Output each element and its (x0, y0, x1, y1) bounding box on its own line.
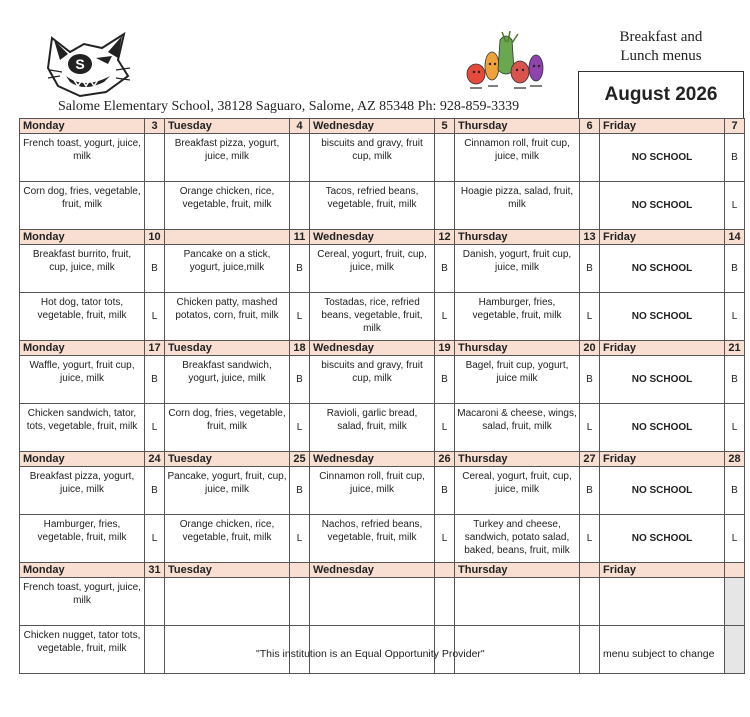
lunch-code: L (580, 293, 600, 341)
lunch-code: L (435, 404, 455, 452)
day-number: 5 (435, 119, 455, 134)
day-name: Tuesday (165, 563, 290, 578)
day-number (725, 563, 745, 578)
lunch-menu-item: Orange chicken, rice, vegetable, fruit, milk (165, 182, 290, 230)
no-school-label: NO SCHOOL (600, 182, 725, 230)
month-title: August 2026 (578, 71, 744, 121)
breakfast-menu-item: biscuits and gravy, fruit cup, milk (310, 134, 435, 182)
week-header-row (20, 563, 745, 578)
breakfast-row (20, 578, 745, 626)
day-name: Thursday (455, 452, 580, 467)
day-name: Monday (20, 230, 145, 245)
breakfast-code (725, 578, 745, 626)
lunch-menu-item: Hamburger, fries, vegetable, fruit, milk (455, 293, 580, 341)
lunch-code: L (145, 293, 165, 341)
day-name: Thursday (455, 230, 580, 245)
breakfast-menu-item: Cinnamon roll, fruit cup, juice, milk (455, 134, 580, 182)
school-address-line: Salome Elementary School, 38128 Saguaro, Salome, AZ 85348 Ph: 928-859-3339 (58, 99, 520, 114)
breakfast-menu-item (310, 578, 435, 626)
day-number: 27 (580, 452, 600, 467)
lunch-menu-item: Hoagie pizza, salad, fruit, milk (455, 182, 580, 230)
day-number (580, 563, 600, 578)
week-header-row (20, 230, 745, 245)
breakfast-row (20, 134, 745, 182)
lunch-code (580, 182, 600, 230)
day-number: 3 (145, 119, 165, 134)
lunch-code: L (145, 515, 165, 563)
day-name: Wednesday (310, 119, 435, 134)
day-number: 13 (580, 230, 600, 245)
breakfast-code (145, 134, 165, 182)
no-school-label: NO SCHOOL (600, 134, 725, 182)
lunch-code (290, 182, 310, 230)
lunch-code (145, 182, 165, 230)
day-number (290, 563, 310, 578)
breakfast-code: B (725, 467, 745, 515)
no-school-label: NO SCHOOL (600, 515, 725, 563)
breakfast-menu-item (455, 578, 580, 626)
lunch-code: L (145, 404, 165, 452)
breakfast-menu-item: Breakfast sandwich, yogurt, juice, milk (165, 356, 290, 404)
day-name: Friday (600, 563, 725, 578)
lunch-menu-item: Tacos, refried beans, vegetable, fruit, milk (310, 182, 435, 230)
lunch-code: L (435, 293, 455, 341)
menus-title: Breakfast and Lunch menus (619, 29, 703, 64)
breakfast-row (20, 356, 745, 404)
lunch-menu-item: Chicken patty, mashed potatos, corn, fruit, milk (165, 293, 290, 341)
breakfast-menu-item: Breakfast burrito, fruit, cup, juice, milk (20, 245, 145, 293)
breakfast-code: B (145, 356, 165, 404)
day-number: 20 (580, 341, 600, 356)
lunch-menu-item: Orange chicken, rice, vegetable, fruit, milk (165, 515, 290, 563)
day-number: 4 (290, 119, 310, 134)
lunch-menu-item: Hot dog, tator tots, vegetable, fruit, milk (20, 293, 145, 341)
breakfast-code (435, 134, 455, 182)
breakfast-code (580, 578, 600, 626)
lunch-code: L (725, 182, 745, 230)
day-number: 31 (145, 563, 165, 578)
lunch-code (725, 626, 745, 674)
lunch-code: L (725, 404, 745, 452)
breakfast-row (20, 467, 745, 515)
day-number: 21 (725, 341, 745, 356)
lunch-code: L (725, 293, 745, 341)
day-number: 7 (725, 119, 745, 134)
breakfast-menu-item: Cinnamon roll, fruit cup, juice, milk (310, 467, 435, 515)
breakfast-code: B (725, 356, 745, 404)
breakfast-menu-item: Danish, yogurt, fruit cup, juice, milk (455, 245, 580, 293)
day-number: 17 (145, 341, 165, 356)
day-number: 14 (725, 230, 745, 245)
week-header-row (20, 119, 745, 134)
breakfast-menu-item (165, 578, 290, 626)
breakfast-code (435, 578, 455, 626)
no-school-label: NO SCHOOL (600, 404, 725, 452)
breakfast-menu-item: Cereal, yogurt, fruit, cup, juice, milk (310, 245, 435, 293)
lunch-menu-item: Corn dog, fries, vegetable, fruit, milk (165, 404, 290, 452)
day-number: 11 (290, 230, 310, 245)
lunch-row (20, 293, 745, 341)
lunch-row (20, 182, 745, 230)
breakfast-code (580, 134, 600, 182)
day-name: Monday (20, 341, 145, 356)
day-number: 25 (290, 452, 310, 467)
breakfast-code: B (580, 245, 600, 293)
lunch-code: L (580, 515, 600, 563)
day-name: Monday (20, 119, 145, 134)
svg-text:S: S (75, 56, 85, 72)
day-name: Wednesday (310, 563, 435, 578)
day-number: 24 (145, 452, 165, 467)
day-name: Friday (600, 341, 725, 356)
breakfast-menu-item: Pancake, yogurt, fruit, cup, juice, milk (165, 467, 290, 515)
lunch-code: L (290, 515, 310, 563)
day-name: Thursday (455, 563, 580, 578)
breakfast-menu-item: French toast, yogurt, juice, milk (20, 578, 145, 626)
day-name: Tuesday (165, 341, 290, 356)
breakfast-menu-item: Cereal, yogurt, fruit, cup, juice, milk (455, 467, 580, 515)
no-school-label: NO SCHOOL (600, 293, 725, 341)
lunch-menu-item: Tostadas, rice, refried beans, vegetable, fruit, milk (310, 293, 435, 341)
breakfast-menu-item: Breakfast pizza, yogurt, juice, milk (20, 467, 145, 515)
lunch-menu-item: Chicken sandwich, tator, tots, vegetable, fruit, milk (20, 404, 145, 452)
breakfast-code: B (145, 467, 165, 515)
lunch-code: L (435, 515, 455, 563)
breakfast-code (145, 578, 165, 626)
vegetables-clipart-icon (462, 30, 550, 92)
no-school-label: NO SCHOOL (600, 467, 725, 515)
day-name: Thursday (455, 119, 580, 134)
lunch-row (20, 515, 745, 563)
day-number: 6 (580, 119, 600, 134)
breakfast-code: B (290, 245, 310, 293)
no-school-label: NO SCHOOL (600, 356, 725, 404)
lunch-menu-item: Chicken nugget, tator tots, vegetable, fruit, milk (20, 626, 145, 674)
day-number: 19 (435, 341, 455, 356)
menu-calendar-table (19, 118, 745, 674)
breakfast-code: B (435, 356, 455, 404)
day-name: Monday (20, 452, 145, 467)
no-school-label: NO SCHOOL (600, 245, 725, 293)
day-name: Friday (600, 452, 725, 467)
breakfast-code: B (145, 245, 165, 293)
equal-opportunity-notice: "This institution is an Equal Opportunity Provider" (256, 648, 485, 660)
breakfast-menu-item: Bagel, fruit cup, yogurt, juice milk (455, 356, 580, 404)
breakfast-code: B (580, 467, 600, 515)
breakfast-code (290, 578, 310, 626)
lunch-menu-item: Ravioli, garlic bread, salad, fruit, milk (310, 404, 435, 452)
day-name: Wednesday (310, 230, 435, 245)
breakfast-menu-item: biscuits and gravy, fruit cup, milk (310, 356, 435, 404)
day-number: 28 (725, 452, 745, 467)
breakfast-menu-item (600, 578, 725, 626)
breakfast-code: B (290, 356, 310, 404)
breakfast-menu-item: Waffle, yogurt, fruit cup, juice, milk (20, 356, 145, 404)
breakfast-code: B (725, 245, 745, 293)
lunch-code (580, 626, 600, 674)
day-name (165, 230, 290, 245)
day-number: 12 (435, 230, 455, 245)
breakfast-menu-item: Breakfast pizza, yogurt, juice, milk (165, 134, 290, 182)
day-name: Wednesday (310, 341, 435, 356)
breakfast-code: B (290, 467, 310, 515)
lunch-row (20, 404, 745, 452)
day-number (435, 563, 455, 578)
wildcat-logo-icon (44, 30, 134, 100)
day-name: Monday (20, 563, 145, 578)
day-name: Thursday (455, 341, 580, 356)
lunch-menu-item: Macaroni & cheese, wings, salad, fruit, milk (455, 404, 580, 452)
day-name: Friday (600, 119, 725, 134)
lunch-code: L (290, 293, 310, 341)
lunch-menu-item: Corn dog, fries, vegetable, fruit, milk (20, 182, 145, 230)
lunch-menu-item: Turkey and cheese, sandwich, potato salad, baked, beans, fruit, milk (455, 515, 580, 563)
breakfast-code: B (580, 356, 600, 404)
lunch-menu-item: Hamburger, fries, vegetable, fruit, milk (20, 515, 145, 563)
lunch-code: L (725, 515, 745, 563)
week-header-row (20, 452, 745, 467)
lunch-code: L (580, 404, 600, 452)
day-number: 18 (290, 341, 310, 356)
day-name: Tuesday (165, 119, 290, 134)
day-number: 10 (145, 230, 165, 245)
lunch-code (145, 626, 165, 674)
lunch-code (435, 182, 455, 230)
day-name: Wednesday (310, 452, 435, 467)
breakfast-code: B (435, 467, 455, 515)
lunch-menu-item: Nachos, refried beans, vegetable, fruit, milk (310, 515, 435, 563)
menu-change-notice: menu subject to change (603, 648, 715, 660)
day-number: 26 (435, 452, 455, 467)
week-header-row (20, 341, 745, 356)
breakfast-code (290, 134, 310, 182)
breakfast-row (20, 245, 745, 293)
day-name: Tuesday (165, 452, 290, 467)
lunch-code: L (290, 404, 310, 452)
breakfast-menu-item: Pancake on a stick, yogurt, juice,milk (165, 245, 290, 293)
breakfast-code: B (725, 134, 745, 182)
breakfast-code: B (435, 245, 455, 293)
day-name: Friday (600, 230, 725, 245)
breakfast-menu-item: French toast, yogurt, juice, milk (20, 134, 145, 182)
